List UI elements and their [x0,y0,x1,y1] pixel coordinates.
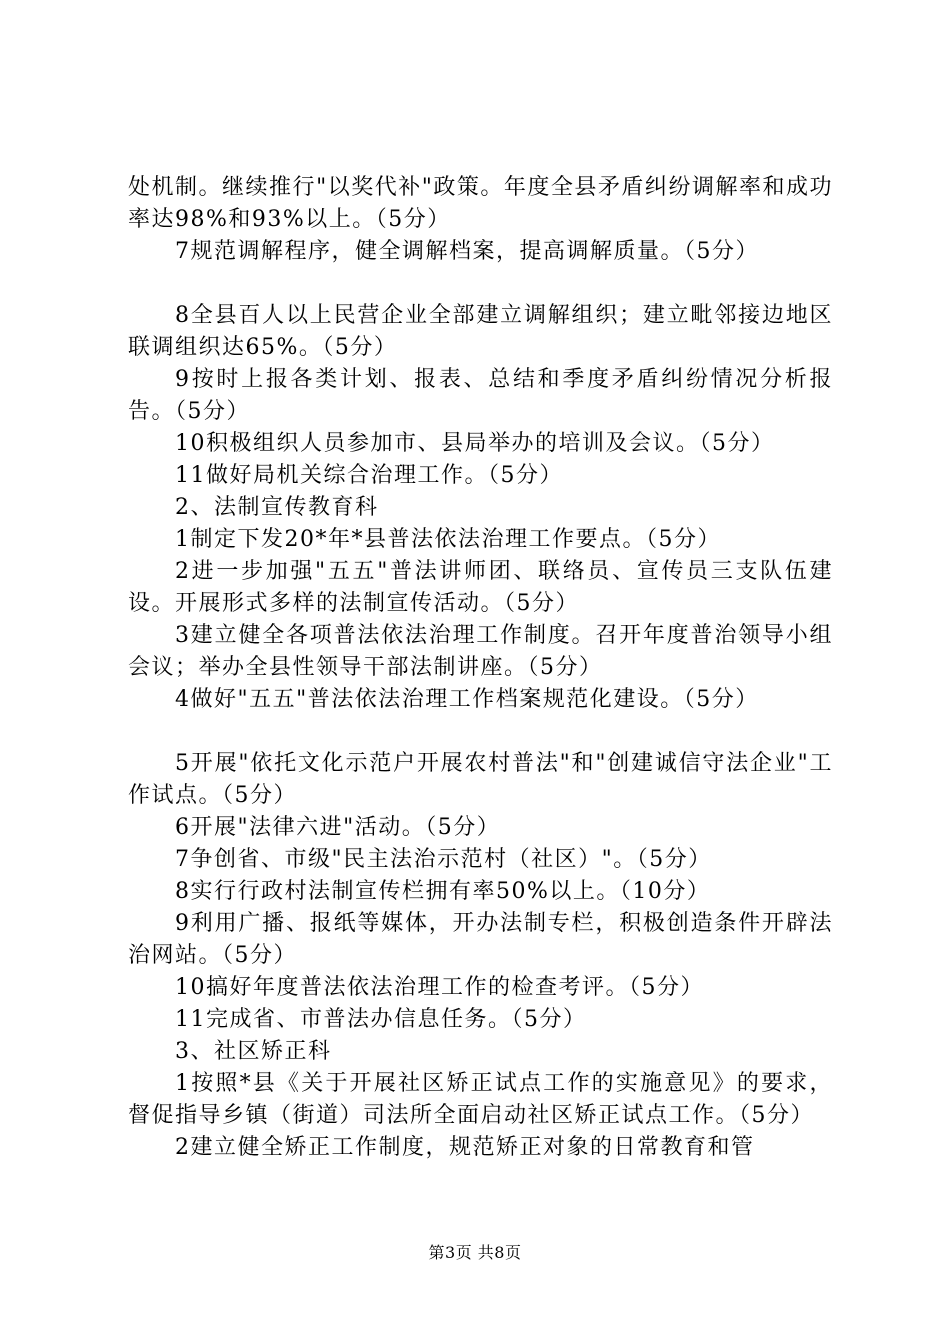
paragraph-publicity-item-2: 2进一步加强"五五"普法讲师团、联络员、宣传员三支队伍建设。开展形式多样的法制宣传活动。（5分） [128,559,833,616]
paragraph-publicity-item-1: 1制定下发20*年*县普法依法治理工作要点。（5分） [175,527,721,552]
paragraph-item-10: 10积极组织人员参加市、县局举办的培训及会议。（5分） [175,431,775,456]
paragraph-publicity-item-9: 9利用广播、报纸等媒体，开办法制专栏，积极创造条件开辟法治网站。（5分） [128,911,833,968]
paragraph-publicity-item-10: 10搞好年度普法依法治理工作的检查考评。（5分） [175,975,704,1000]
paragraph-item-7: 7规范调解程序，健全调解档案，提高调解质量。（5分） [175,239,759,264]
paragraph-publicity-item-6: 6开展"法律六进"活动。（5分） [175,815,501,840]
paragraph-item-11: 11做好局机关综合治理工作。（5分） [175,463,563,488]
paragraph-continuation: 处机制。继续推行"以奖代补"政策。年度全县矛盾纠纷调解率和成功率达98%和93%以上。（5分） [128,175,833,232]
paragraph-publicity-item-3: 3建立健全各项普法依法治理工作制度。召开年度普治领导小组会议；举办全县性领导干部法制讲座。（5分） [128,623,833,680]
document-body [128,172,833,1164]
paragraph-correction-item-1: 1按照*县《关于开展社区矫正试点工作的实施意见》的要求，督促指导乡镇（街道）司法所全面启动社区矫正试点工作。（5分） [128,1071,833,1128]
paragraph-correction-item-2: 2建立健全矫正工作制度，规范矫正对象的日常教育和管 [175,1135,755,1160]
section-heading-community-correction: 3、社区矫正科 [175,1039,332,1064]
section-heading-legal-publicity: 2、法制宣传教育科 [175,495,379,520]
paragraph-item-9: 9按时上报各类计划、报表、总结和季度矛盾纠纷情况分析报告。（5分） [128,367,833,424]
paragraph-item-8: 8全县百人以上民营企业全部建立调解组织；建立毗邻接边地区联调组织达65%。（5分） [128,303,833,360]
paragraph-publicity-item-4: 4做好"五五"普法依法治理工作档案规范化建设。（5分） [175,687,759,712]
paragraph-publicity-item-5: 5开展"依托文化示范户开展农村普法"和"创建诚信守法企业"工作试点。（5分） [128,751,833,808]
paragraph-publicity-item-8: 8实行行政村法制宣传栏拥有率50%以上。（10分） [175,879,711,904]
paragraph-publicity-item-11: 11完成省、市普法办信息任务。（5分） [175,1007,587,1032]
page-number-footer: 第3页 共8页 [428,1243,522,1262]
paragraph-publicity-item-7: 7争创省、市级"民主法治示范村（社区）"。（5分） [175,847,712,872]
